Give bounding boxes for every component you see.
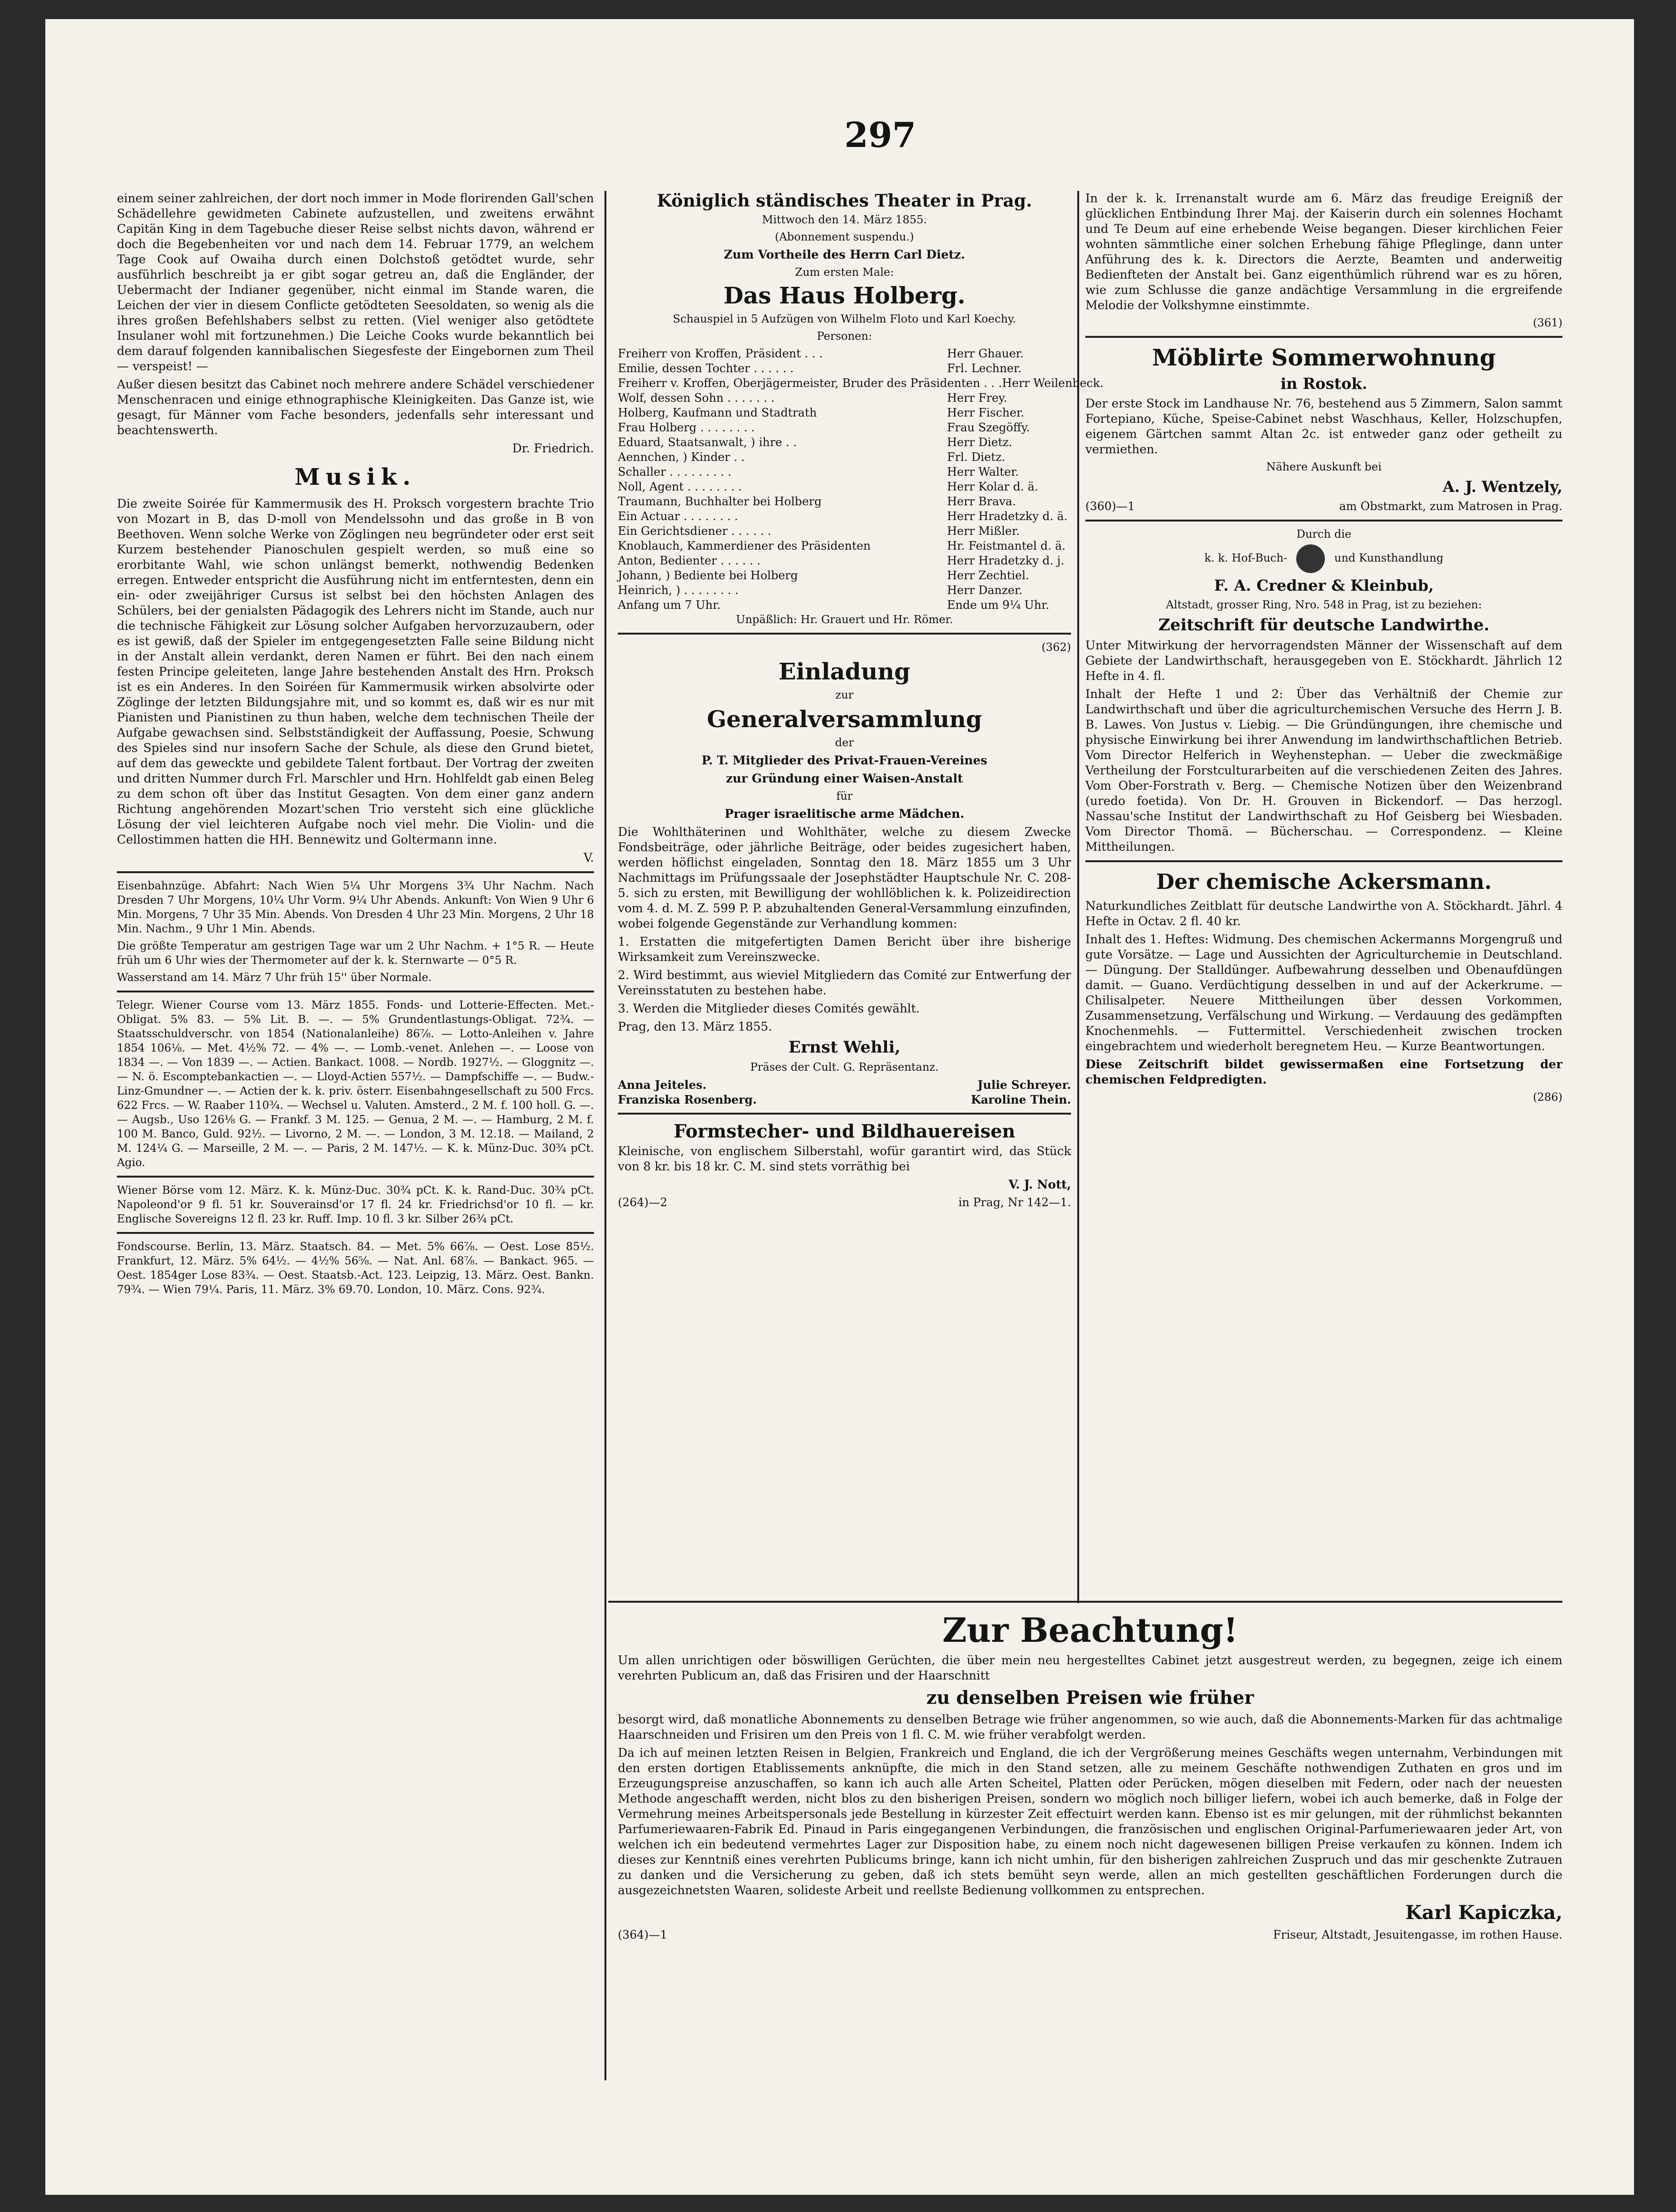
temperature-report: Die größte Temperatur am gestrigen Tage war um 2 Uhr Nachm. + 1°5 R. — Heute früh um 6 Uhr wies der Thermometer auf der k. k. Sternwarte — 0°5 R. [117, 940, 594, 967]
newspaper-page [45, 19, 1634, 2195]
moeblirte-name: A. J. Wentzely, [1442, 478, 1562, 496]
moeblirte-info: Nähere Auskunft bei [1266, 461, 1382, 473]
cast-role: Knoblauch, Kammerdiener des Präsidenten [618, 539, 871, 553]
einladung-title: Einladung [779, 658, 910, 685]
cast-row [618, 406, 1071, 420]
verein-name-line1: P. T. Mitglieder des Privat-Frauen-Vereines [701, 753, 988, 767]
cast-role: Holberg, Kaufmann und Stadtrath [618, 406, 817, 419]
theatre-abonnement: (Abonnement suspendu.) [775, 231, 914, 243]
signer-title: Präses der Cult. G. Repräsentanz. [750, 1061, 939, 1074]
fonds-courses: Fondscourse. Berlin, 13. März. Staatsch. 84. — Met. 5% 66⅞. — Oest. Lose 85½. Frankfurt, 12. März. 5% 64½. — 4½% 56⅝. — Nat. Anl. 68⅞. — Bankact. 965. — Oest. 1854ger Lose 83¾. — Oest. Staatsb.-Act. 123. Leipzig, 13. März. Oest. Bankn. 79¾. — Wien 79¼. Paris, 11. März. 3% 69.70. London, 10. März. Cons. 92¾. [117, 1241, 594, 1296]
cast-heading: Personen: [817, 330, 872, 343]
divider [117, 991, 594, 992]
einladung-fuer: für [836, 790, 853, 803]
eisenbahn-schedule: Eisenbahnzüge. Abfahrt: Nach Wien 5¼ Uhr Morgens 3¾ Uhr Nachm. Nach Dresden 7 Uhr Morgens, 10¼ Uhr Vorm. 9¼ Uhr Abends. Ankunft: Von Wien 9 Uhr 6 Min. Morgens, 7 Uhr 35 Min. Abends. Von Dresden 4 Uhr 23 Min. Morgens, 2 Uhr 18 Min. Nachm., 9 Uhr 1 Min. Abends. [117, 880, 594, 935]
cast-role: Noll, Agent . . . . . . . . [618, 480, 742, 493]
verein-name-line2: zur Gründung einer Waisen-Anstalt [726, 772, 963, 785]
signers-row-1 [618, 1077, 1071, 1092]
column-middle [618, 191, 1104, 1209]
cast-actor: Herr Fischer. [947, 406, 1024, 419]
cast-row [618, 553, 1071, 568]
cast-row [618, 376, 1104, 391]
formstecher-footer [618, 1195, 1071, 1210]
column-rule-left [604, 191, 606, 2080]
formstecher-firm: V. J. Nott, [1008, 1178, 1071, 1191]
vienna-exchange-rates: Telegr. Wiener Course vom 13. März 1855. Fonds- und Lotterie-Effecten. Met.-Obligat. 5% 83. — 5% Lit. B. —. — 5% Grundentlastungs-Obligat. 72¾. — Staatsschuldverschr. von 1854 (Nationalanleihe) 86⅞. — Lotto-Anleihen v. Jahre 1854 106⅛. — Met. 4½% 72. — 4% —. — Lomb.-venet. Anlehen —. — Loose von 1834 —. — Von 1839 —. — Actien. Bankact. 1008. — Nordb. 1927½. — Gloggnitz —. — N. ö. Escomptebankactien —. — Lloyd-Actien 557½. — Dampfschiffe —. — Budw.-Linz-Gmundner —. — Actien der k. k. priv. österr. Eisenbahngesellschaft zu 500 Frcs. 622 Frcs. — W. Raaber 110¾. — Wechsel u. Valuten. Amsterd., 2 M. f. 100 holl. G. —. — Augsb., Uso 126⅛ G. — Frankf. 3 M. 125. — Genua, 2 M. —. — Hamburg, 2 M. f. 100 M. Banco, Guld. 92½. — Livorno, 2 M. —. — London, 3 M. 12.18. — Mailand, 2 M. 124¼ G. — Marseille, 2 M. —. — Paris, 2 M. 147½. — K. k. Münz-Duc. 30¾ pCt. Agio. [117, 999, 594, 1169]
cast-actor: Herr Walter. [947, 465, 1019, 479]
cast-role: Eduard, Staatsanwalt, ) ihre . . [618, 436, 797, 449]
cast-actor: Herr Ghauer. [947, 347, 1024, 360]
start-time: Anfang um 7 Uhr. [618, 598, 721, 612]
moeblirte-title: Möblirte Sommerwohnung [1152, 344, 1496, 371]
cast-role: Ein Actuar . . . . . . . . [618, 510, 738, 523]
cast-actor: Herr Danzer. [947, 584, 1023, 597]
cast-row [618, 465, 1071, 480]
cabinet-article-signature: Dr. Friedrich. [512, 441, 594, 455]
cast-row [618, 509, 1071, 524]
theatre-times [618, 598, 1071, 613]
theatre-name: Königlich ständisches Theater in Prag. [656, 191, 1032, 211]
einladung-zur: zur [835, 689, 854, 701]
formstecher-title: Formstecher- und Bildhauereisen [673, 1120, 1016, 1142]
ackersmann-footer: Diese Zeitschrift bildet gewissermaßen eine Fortsetzung der chemischen Feldpredigten. [1085, 1057, 1562, 1086]
moeblirte-text: Der erste Stock im Landhause Nr. 76, bestehend aus 5 Zimmern, Salon sammt Fortepiano, Küche, Speise-Cabinet nebst Waschhaus, Keller, Holzschupfen, eigenem Gärtchen sammt Altan 2c. ist entweder ganz oder getheilt zu vermiethen. [1085, 396, 1562, 456]
cast-role: Heinrich, ) . . . . . . . . [618, 584, 739, 597]
theatre-benefit: Zum Vortheile des Herrn Carl Dietz. [724, 248, 965, 261]
hofbuch-left: k. k. Hof-Buch- [1204, 552, 1288, 564]
cast-row [618, 450, 1071, 465]
cast-actor: Herr Kolar d. ä. [947, 480, 1039, 493]
cast-role: Traumann, Buchhalter bei Holberg [618, 495, 822, 508]
irrenanstalt-text: In der k. k. Irrenanstalt wurde am 6. März das freudige Ereigniß der glücklichen Entbindung Ihrer Maj. der Kaiserin durch ein solennes Hochamt und Te Deum auf eine erhebende Weise begangen. Dieser kirchlichen Feier wohnten sämmtliche einer solchen Erhebung fähige Pfleglinge, dann unter Anführung des k. k. Directors die Aerzte, Beamten und anderweitig Bedienfteten der Anstalt bei. Ganz eigenthümlich rührend war es zu hören, wie zum Schlusse die ganze andächtige Versammlung in die ergreifende Melodie der Volkshymne einstimmte. [1085, 191, 1562, 312]
cast-role: Frau Holberg . . . . . . . . [618, 421, 755, 434]
cast-role: Wolf, dessen Sohn . . . . . . . [618, 391, 775, 405]
einladung-date: Prag, den 13. März 1855. [618, 1020, 772, 1033]
bottom-ad-rule [608, 1601, 1562, 1603]
cast-row [618, 539, 1071, 553]
durch-die: Durch die [1296, 528, 1352, 541]
publisher-name: F. A. Credner & Kleinbub, [1214, 576, 1434, 595]
cast-role: Johann, ) Bediente bei Holberg [618, 569, 798, 582]
zeitschrift-title: Zeitschrift für deutsche Landwirthe. [1158, 616, 1489, 635]
ackersmann-subtitle: Naturkundliches Zeitblatt für deutsche Landwirthe von A. Stöckhardt. Jährl. 4 Hefte in Octav. 2 fl. 40 kr. [1085, 899, 1562, 928]
beachtung-footer [618, 1928, 1562, 1942]
cast-actor: Herr Weilenbeck. [1002, 376, 1104, 390]
ackersmann-title: Der chemische Ackersmann. [1156, 870, 1492, 894]
cast-actor: Herr Hradetzky d. ä. [947, 510, 1068, 523]
play-title: Das Haus Holberg. [723, 282, 966, 309]
signer: Julie Schreyer. [978, 1078, 1071, 1092]
beachtung-advertisement [618, 1608, 1562, 2085]
generalversammlung-title: Generalversammlung [707, 706, 982, 733]
play-description: Schauspiel in 5 Aufzügen von Wilhelm Floto und Karl Koechy. [673, 313, 1016, 325]
cast-row [618, 346, 1071, 361]
ad-number: (264)—2 [618, 1196, 667, 1209]
cast-actor: Hr. Feistmantel d. ä. [947, 539, 1066, 553]
signers-row-2 [618, 1092, 1071, 1107]
theatre-first-time: Zum ersten Male: [795, 266, 894, 279]
divider [117, 1176, 594, 1178]
ad-number: (286) [1533, 1091, 1562, 1104]
musik-heading: Musik. [294, 464, 416, 490]
cast-role: Freiherr von Kroffen, Präsident . . . [618, 347, 823, 360]
einladung-number: (362) [1041, 641, 1071, 654]
cast-actor: Herr Brava. [947, 495, 1016, 508]
agenda-item-3: 3. Werden die Mitglieder dieses Comités gewählt. [618, 1002, 920, 1015]
divider [618, 1113, 1071, 1115]
unwell-notice: Unpäßlich: Hr. Grauert und Hr. Römer. [736, 614, 953, 626]
imperial-eagle-icon [1296, 544, 1325, 573]
cast-actor: Herr Frey. [947, 391, 1008, 405]
beachtung-headline: zu denselben Preisen wie früher [926, 1687, 1254, 1708]
ad-number: (364)—1 [618, 1928, 667, 1941]
cabinet-article-text-2: Außer diesen besitzt das Cabinet noch mehrere andere Schädel verschiedener Menschenracen und einige ethnographische Kleinigkeiten. Das Ganze ist, wie gesagt, für Männer vom Fache besonders, jedenfalls sehr interessant und beachtenswerth. [117, 377, 594, 437]
cast-row [618, 568, 1071, 583]
hofbuch-line [1085, 544, 1562, 573]
divider [618, 633, 1071, 635]
cast-role: Aennchen, ) Kinder . . [618, 450, 745, 464]
divider [1085, 336, 1562, 338]
einladung-text: Die Wohlthäterinen und Wohlthäter, welche zu diesem Zwecke Fondsbeiträge, oder jährliche Beiträge, oder beides zugesichert haben, werden höflichst eingeladen, Sonntag den 18. März 1855 um 3 Uhr Nachmittags im Prüfungssaale der Josephstädter Hauptschule Nr. C. 208-5. sich zu ersten, mit Bewilligung der wohllöblichen k. k. Polizeidirection vom 4. d. M. Z. 599 P. P. abzuhaltenden General-Versammlung einzufinden, wobei folgende Gegenstände zur Verhandlung kommen: [618, 825, 1071, 930]
agenda-item-1: 1. Erstatten die mitgefertigten Damen Bericht über ihre bisherige Wirksamkeit zum Vereinszwecke. [618, 935, 1071, 964]
ad-number: (361) [1533, 317, 1562, 329]
divider [117, 1232, 594, 1234]
cast-role: Ein Gerichtsdiener . . . . . . [618, 524, 771, 538]
cast-actor: Herr Dietz. [947, 436, 1012, 449]
ackersmann-contents: Inhalt des 1. Heftes: Widmung. Des chemischen Ackermanns Morgengruß und gute Vorsätze. — Lage und Aussichten der Agriculturchemie in Deutschland. — Düngung. Der Stalldünger. Aufbewahrung desselben und Obenaufdüngen damit. — Guano. Verdüchtigung desselben in und auf der Ackerkrume. — Chilisalpeter. Neuere Mittheilungen über dessen Vorkommen, Zusammensetzung, Verfälschung und Wirkung. — Verdauung des gedämpften Knochenmehls. — Futtermittel. Verschiedenheit zwischen trocken eingebrachtem und wiederholt beregnetem Heu. — Kurze Beantwortungen. [1085, 932, 1562, 1053]
formstecher-address: in Prag, Nr 142—1. [958, 1196, 1071, 1209]
divider [1085, 520, 1562, 522]
page-number: 297 [844, 115, 916, 155]
cast-role: Schaller . . . . . . . . . [618, 465, 731, 479]
moeblirte-location: in Rostok. [1280, 375, 1367, 393]
theatre-date: Mittwoch den 14. März 1855. [762, 214, 927, 226]
beachtung-intro: Um allen unrichtigen oder böswilligen Gerüchten, die über mein neu hergestelltes Cabinet jetzt ausgestreut werden, zu begegnen, zeige ich einem verehrten Publicum an, daß das Frisiren und der Haarschnitt [618, 1653, 1562, 1682]
signer-name: Ernst Wehli, [788, 1038, 901, 1057]
cast-row [618, 391, 1071, 406]
musik-article-text: Die zweite Soirée für Kammermusik des H. Proksch vorgestern brachte Trio von Mozart in B, das D-moll von Mendelssohn und das große in B von Beethoven. Wenn solche Werke von Zöglingen neu begründeter oder erst seit Kurzem bestehender Pianoschulen gespielt werden, so muß eine so erorbitante Wahl, wie schon unlängst bemerkt, nothwendig Bedenken erregen. Entweder entspricht die Ausführung nicht im entferntesten, denn ein ein- oder zweijähriger Cursus ist selbst bei den höchsten Anlagen des Schülers, bei der genialsten Pädagogik des Lehrers nicht im Stande, auch nur die technische Fähigkeit zur Lösung solcher Aufgaben hervorzuzaubern, oder es ist gewiß, daß der Spieler im entgegengesetzten Falle seine Bildung nicht in der Anstalt allein verdankt, deren Namen er führt. Bei den nach einem festen Principe geleiteten, lange Jahre bestehenden Anstalt des Hrn. Proksch ist es ein Anderes. In den Soiréen für Kammermusik wirken absolvirte oder Zöglinge der letzten Bildungsjahre mit, und so kommt es, daß wir es nur mit Pianisten und Pianistinen zu thun haben, welche dem technischen Theile der Aufgabe gewachsen sind. Selbstständigkeit der Auffassung, Poesie, Schwung des Spieles sind nur insofern Sache der Schule, als diese den Grund bietet, auf dem das geweckte und gebildete Talent fortbaut. Der Vortrag der zweiten und dritten Nummer durch Frl. Marschler und Hrn. Hohlfeldt gab einen Beleg zu dem schon oft über das Institut Gesagten. Von dem einer ganz andern Richtung angehörenden Mozart'schen Trio versteht sich eine glückliche Lösung der viel leichteren Aufgabe noch viel mehr. Die Violin- und die Cellostimmen hatten die HH. Bennewitz und Goltermann inne. [117, 497, 594, 846]
cast-role: Anton, Bedienter . . . . . . [618, 554, 761, 567]
formstecher-text: Kleinische, von englischem Silberstahl, wofür garantirt wird, das Stück von 8 kr. bis 18 kr. C. M. sind stets vorräthig bei [618, 1144, 1071, 1173]
beachtung-title: Zur Beachtung! [942, 1610, 1238, 1650]
beachtung-signature: Karl Kapiczka, [1405, 1901, 1562, 1924]
moeblirte-footer [1085, 499, 1562, 514]
column-left [117, 191, 594, 2080]
end-time: Ende um 9¼ Uhr. [947, 598, 1050, 612]
musik-article-signature: V. [583, 851, 594, 865]
beachtung-address: Friseur, Altstadt, Jesuitengasse, im rothen Hause. [1273, 1928, 1562, 1941]
moeblirte-address: am Obstmarkt, zum Matrosen in Prag. [1339, 500, 1562, 513]
cast-actor: Herr Zechtiel. [947, 569, 1030, 582]
cast-actor: Frl. Lechner. [947, 362, 1022, 375]
signer: Anna Jeiteles. [618, 1078, 707, 1092]
cabinet-article-text: einem seiner zahlreichen, der dort noch immer in Mode florirenden Gall'schen Schädellehre gewidmeten Cabinete aufzustellen, und zweitens erwähnt Capitän King in dem Tagebuche dieser Reise selbst nichts davon, während er doch die Begebenheiten vor und nach dem 14. Februar 1779, an welchem Tage Cook auf Owaiha durch einen Dolchstoß getödtet wurde, sehr ausführlich beschreibt ja er gibt sogar getreu an, daß die Engländer, der Uebermacht der Indianer gegenüber, nicht einmal im Stande waren, die Leichen der vier in diesem Conflicte getödteten Seesoldaten, so wenig als die ihres großen Befehlshabers selbst zu retten. (Viel weniger also getödtete Insulaner wohl mit fortzunehmen.) Die Leiche Cooks wurde bekanntlich bei dem darauf folgenden kannibalischen Siegesfeste der Eingebornen zum Theil — verspeist! — [117, 191, 594, 373]
zeitschrift-contents: Inhalt der Hefte 1 und 2: Über das Verhältniß der Chemie zur Landwirthschaft und über die agriculturchemischen Versuche des Herrn J. B. B. Lawes. Von Justus v. Liebig. — Die Gründüngungen, ihre chemische und physische Einwirkung bei ihrer Anwendung im landwirthschaftlichen Betrieb. Vom Director Helferich in Weyhenstephan. — Ueber die zweckmäßige Vertheilung der Forstculturarbeiten auf die verschiedenen Zeiten des Jahres. Vom Ober-Forstrath v. Berg. — Chemische Notizen über den Weizenbrand (uredo foetida). Von Dr. H. Grouven in Bickendorf. — Das herzogl. Nassau'sche Institut der Landwirthschaft zu Hof Geisberg bei Wiesbaden. Vom Director Thomä. — Bücherschau. — Correspondenz. — Kleine Mittheilungen. [1085, 687, 1562, 854]
ad-number: (360)—1 [1085, 500, 1135, 513]
cast-role: Freiherr v. Kroffen, Oberjägermeister, Bruder des Präsidenten . . . [618, 376, 1002, 390]
einladung-der: der [835, 737, 854, 749]
divider [1085, 860, 1562, 862]
publisher-address: Altstadt, grosser Ring, Nro. 548 in Prag, ist zu beziehen: [1166, 599, 1482, 611]
cast-row [618, 524, 1071, 539]
cast-actor: Frl. Dietz. [947, 450, 1006, 464]
vienna-stock-exchange: Wiener Börse vom 12. März. K. k. Münz-Duc. 30¾ pCt. K. k. Rand-Duc. 30¾ pCt. Napoleond'or 9 fl. 51 kr. Souverainsd'or 17 fl. 24 kr. Friedrichsd'or 10 fl. — kr. Englische Sovereigns 12 fl. 23 kr. Ruff. Imp. 10 fl. 3 kr. Silber 26¾ pCt. [117, 1184, 594, 1225]
cast-actor: Herr Hradetzky d. j. [947, 554, 1064, 567]
beachtung-abonnement: besorgt wird, daß monatliche Abonnements zu denselben Betrage wie früher angenommen, so wie auch, daß die Abonnements-Marken für das achtmalige Haarschneiden und Frisiren um den Preis von 1 fl. C. M. wie früher verabfolgt werden. [618, 1712, 1562, 1742]
cast-row [618, 420, 1071, 435]
cast-row [618, 494, 1071, 509]
agenda-item-2: 2. Wird bestimmt, aus wieviel Mitgliedern das Comité zur Entwerfung der Vereinsstatuten zu bestehen habe. [618, 968, 1071, 997]
signer: Franziska Rosenberg. [618, 1093, 757, 1106]
cast-row [618, 435, 1071, 450]
cast-row [618, 480, 1071, 494]
verein-name-line3: Prager israelitische arme Mädchen. [724, 807, 965, 821]
cast-role: Emilie, dessen Tochter . . . . . . [618, 362, 794, 375]
cast-row [618, 583, 1071, 598]
signer: Karoline Thein. [971, 1093, 1071, 1106]
column-right [1085, 191, 1562, 1159]
column-rule-right [1077, 191, 1079, 1603]
cast-actor: Frau Szegöffy. [947, 421, 1030, 434]
cast-actor: Herr Mißler. [947, 524, 1020, 538]
water-level-report: Wasserstand am 14. März 7 Uhr früh 15'' über Normale. [117, 971, 432, 984]
hofbuch-right: und Kunsthandlung [1334, 552, 1444, 564]
zeitschrift-text: Unter Mitwirkung der hervorragendsten Männer der Wissenschaft auf dem Gebiete der Landwirthschaft, herausgegeben von E. Stöckhardt. Jährlich 12 Hefte in 4. fl. [1085, 638, 1562, 683]
cast-list [618, 346, 1104, 598]
cast-row [618, 361, 1071, 376]
divider [117, 871, 594, 873]
beachtung-body: Da ich auf meinen letzten Reisen in Belgien, Frankreich und England, die ich der Vergrößerung meines Geschäfts wegen unternahm, Verbindungen mit den ersten dortigen Etablissements anknüpfte, die mich in den Stand setzen, alle zu meinem Geschäfte nothwendigen Zuthaten en gros und im Erzeugungspreise anzuschaffen, so kann ich auch alle Arten Scheitel, Platten oder Perücken, mögen dieselben mit Federn, oder nach der neuesten Methode angeschafft werden, nicht blos zu den bisherigen Preisen, sondern wo möglich noch billiger liefern, wobei ich auch bemerke, daß in Folge der Vermehrung meines Arbeitspersonals jede Bestellung in kürzester Zeit effectuirt werden kann. Ebenso ist es mir gelungen, mit der rühmlichst bekannten Parfumeriewaaren-Fabrik Ed. Pinaud in Paris eingegangenen Verbindungen, die französischen und englischen Original-Parfumeriewaaren jeder Art, von welchen ich ein bedeutend vermehrtes Lager zur Disposition habe, zu einem noch nicht dagewesenen billigen Preise verkaufen zu können. Indem ich dieses zur Kenntniß eines verehrten Publicums bringe, kann ich nicht umhin, für den bisherigen zahlreichen Zuspruch und das mir geschenkte Zutrauen zu danken und die Versicherung zu geben, daß ich stets bemüht seyn werde, allen an mich gestellten geschäftlichen Forderungen durch die ausgezeichnetsten Waaren, solideste Arbeit und reellste Bedienung vollkommen zu entsprechen. [618, 1746, 1562, 1897]
